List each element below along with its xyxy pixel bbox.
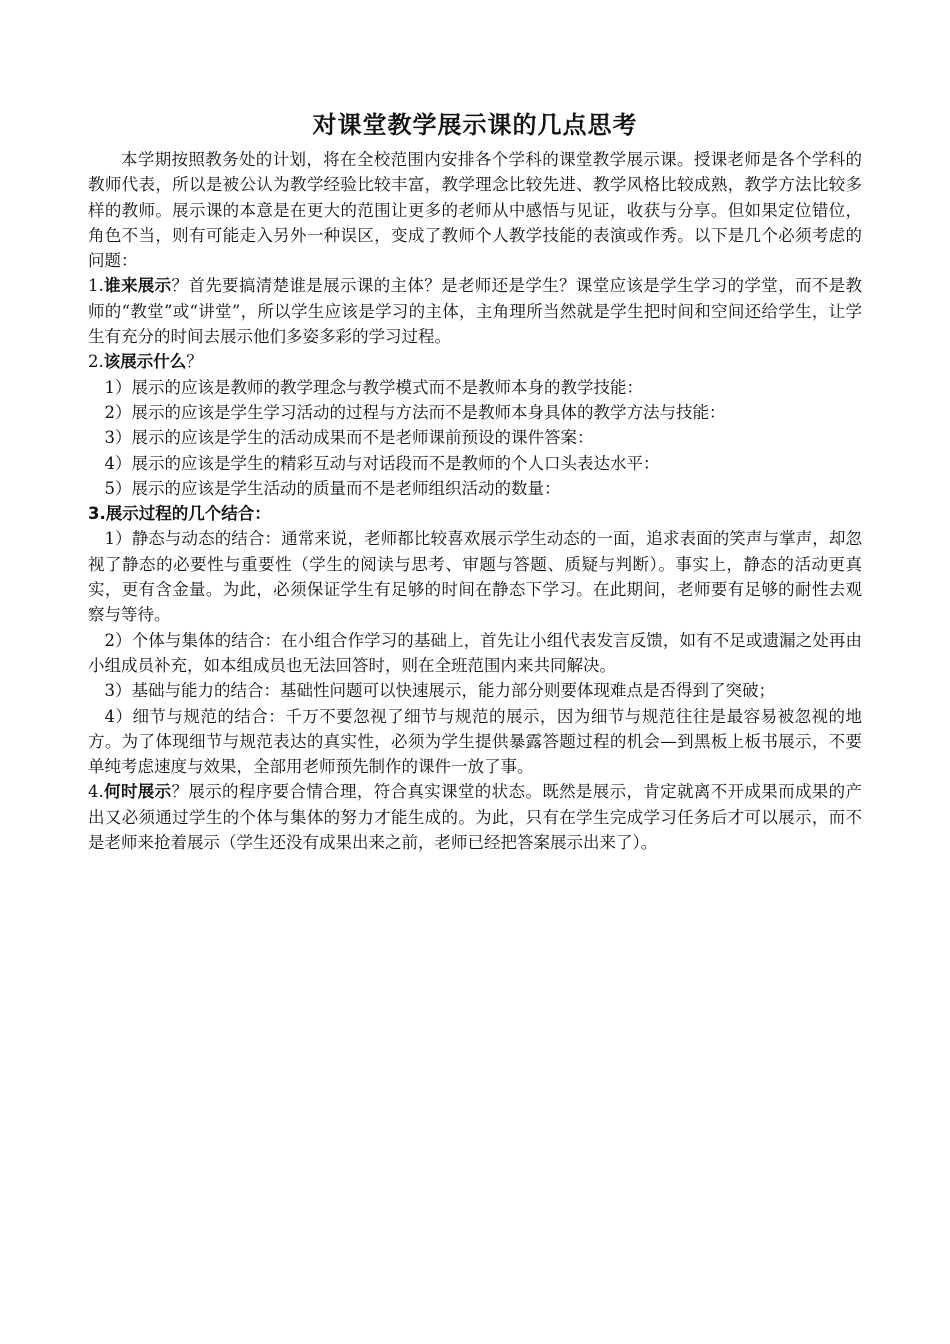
section-4-label: 何时展示 <box>103 782 172 802</box>
section-2-item: 1）展示的应该是教师的教学理念与教学模式而不是教师本身的教学技能： <box>104 377 643 397</box>
section-3-item: 3）基础与能力的结合：基础性问题可以快速展示，能力部分则要体现难点是否得到了突破； <box>104 681 775 701</box>
section-3-item: 2）个体与集体的结合：在小组合作学习的基础上，首先让小组代表发言反馈，如有不足或遗漏之处再由小组成员补充，如本组成员也无法回答时，则在全班范围内来共同解决。 <box>88 630 862 675</box>
section-2-number: 2. <box>88 352 104 372</box>
section-2-suffix: ？ <box>186 352 203 372</box>
section-3-item: 4）细节与规范的结合：千万不要忽视了细节与规范的展示，因为细节与规范往往是最容易被忽视的地方。为了体现细节与规范表达的真实性，必须为学生提供暴露答题过程的机会—到黑板上板书展示，不要单纯考虑速度与效果，全部用老师预先制作的课件一放了事。 <box>88 706 862 777</box>
section-3-item: 1）静态与动态的结合：通常来说，老师都比较喜欢展示学生动态的一面，追求表面的笑声与掌声，却忽视了静态的必要性与重要性（学生的阅读与思考、审题与答题、质疑与判断）。事实上，静态的活动更真实，更有含金量。为此，必须保证学生有足够的时间在静态下学习。在此期间，老师要有足够的耐性去观察与等待。 <box>88 529 862 625</box>
section-1-paragraph <box>88 273 862 349</box>
section-1-label: 谁来展示 <box>103 276 172 296</box>
section-1-number: 1. <box>88 276 104 296</box>
section-2-heading <box>88 349 862 374</box>
document-page <box>88 105 862 855</box>
section-4-number: 4. <box>88 782 104 802</box>
section-2-item: 3）展示的应该是学生的活动成果而不是老师课前预设的课件答案： <box>104 428 594 448</box>
section-2-item: 2）展示的应该是学生学习活动的过程与方法而不是教师本身具体的教学方法与技能： <box>104 402 726 422</box>
section-4-paragraph <box>88 779 862 855</box>
section-1-text: ？首先要搞清楚谁是展示课的主体？是老师还是学生？课堂应该是学生学习的学堂，而不是教师的“教堂”或“讲堂”，所以学生应该是学习的主体，主角理所当然就是学生把时间和空间还给学生，让学生有充分的时间去展示他们多姿多彩的学习过程。 <box>88 276 863 347</box>
intro-paragraph: 本学期按照教务处的计划，将在全校范围内安排各个学科的课堂教学展示课。授课老师是各个学科的教师代表，所以是被公认为教学经验比较丰富，教学理念比较先进、教学风格比较成熟，教学方法比较多样的教师。展示课的本意是在更大的范围让更多的老师从中感悟与见证，收获与分享。但如果定位错位，角色不当，则有可能走入另外一种误区，变成了教师个人教学技能的表演或作秀。以下是几个必须考虑的问题： <box>88 150 862 271</box>
section-3-heading: 3.展示过程的几个结合： <box>88 504 271 524</box>
section-2-item: 4）展示的应该是学生的精彩互动与对话段而不是教师的个人口头表达水平： <box>104 453 660 473</box>
section-2-label: 该展示什么 <box>103 352 187 372</box>
document-title: 对课堂教学展示课的几点思考 <box>312 111 638 139</box>
section-4-text: ？展示的程序要合情合理，符合真实课堂的状态。既然是展示，肯定就离不开成果而成果的产出又必须通过学生的个体与集体的努力才能生成的。为此，只有在学生完成学习任务后才可以展示，而不是老师来抢着展示（学生还没有成果出来之前，老师已经把答案展示出来了）。 <box>88 782 863 853</box>
section-2-item: 5）展示的应该是学生活动的质量而不是老师组织活动的数量： <box>104 478 561 498</box>
